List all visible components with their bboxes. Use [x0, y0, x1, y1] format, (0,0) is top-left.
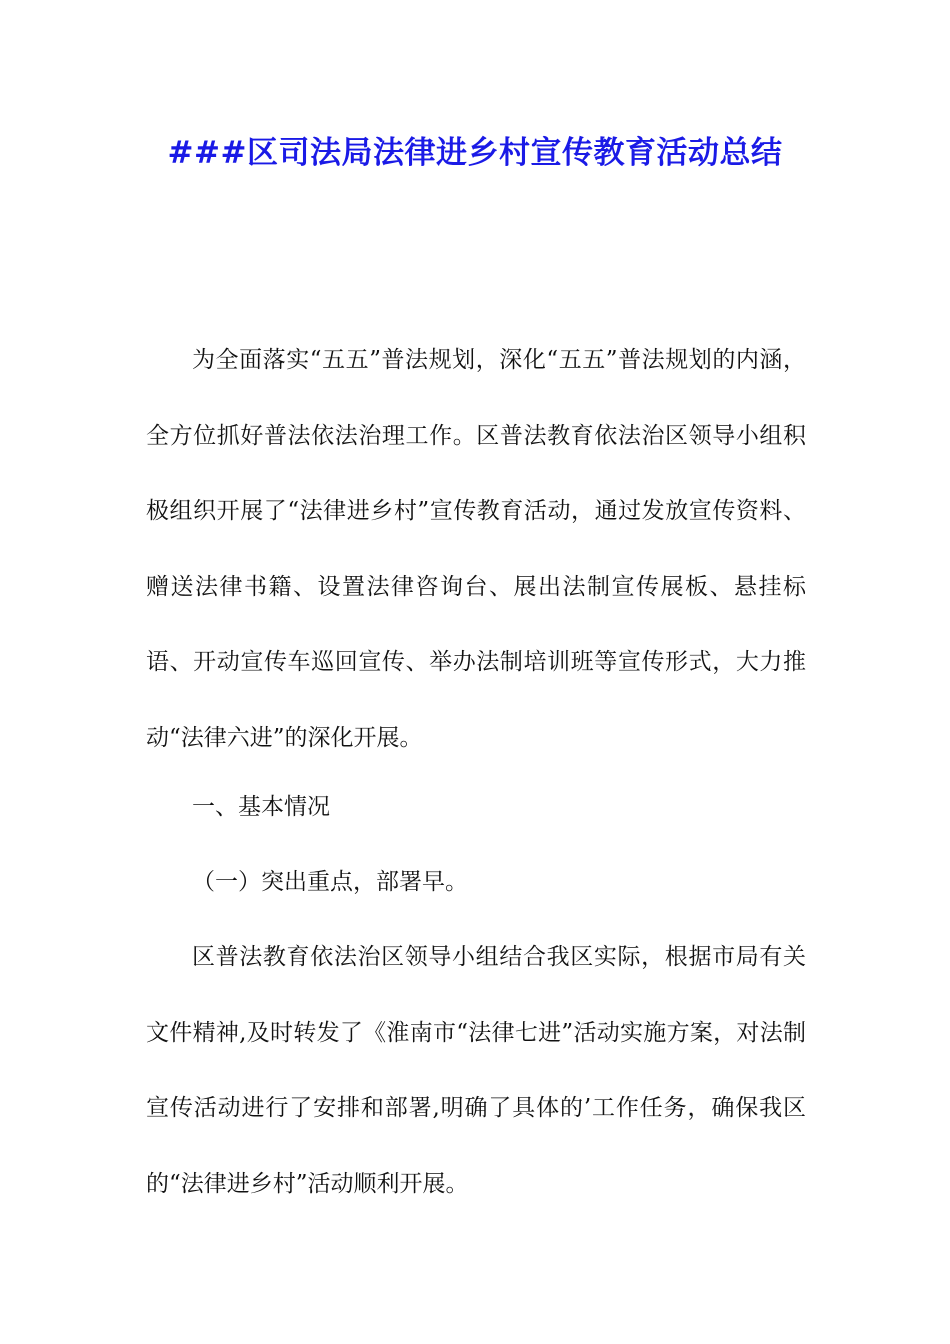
intro-paragraph: 为全面落实“五五”普法规划，深化“五五”普法规划的内涵，全方位抓好普法依法治理工作。区普法教育依法治区领导小组积极组织开展了“法律进乡村”宣传教育活动，通过发放宣传资料、赠送法律书籍、设置法律咨询台、展出法制宣传展板、悬挂标语、开动宣传车巡回宣传、举办法制培训班等宣传形式，大力推动“法律六进”的深化开展。 — [146, 347, 806, 751]
section-heading: 一、基本情况 — [192, 794, 330, 820]
body-paragraph: 区普法教育依法治区领导小组结合我区实际，根据市局有关文件精神,及时转发了《淮南市“法律七进”活动实施方案，对法制宣传活动进行了安排和部署,明确了具体的’工作任务，确保我区的“法律进乡村”活动顺利开展。 — [146, 944, 806, 1197]
subsection-heading: （一）突出重点，部署早。 — [192, 869, 468, 895]
section-heading-block — [146, 770, 806, 846]
subsection-heading-block — [146, 845, 806, 921]
intro-paragraph-block — [146, 323, 806, 776]
document-title: ###区司法局法律进乡村宣传教育活动总结 — [167, 135, 783, 171]
body-paragraph-block — [146, 920, 806, 1222]
